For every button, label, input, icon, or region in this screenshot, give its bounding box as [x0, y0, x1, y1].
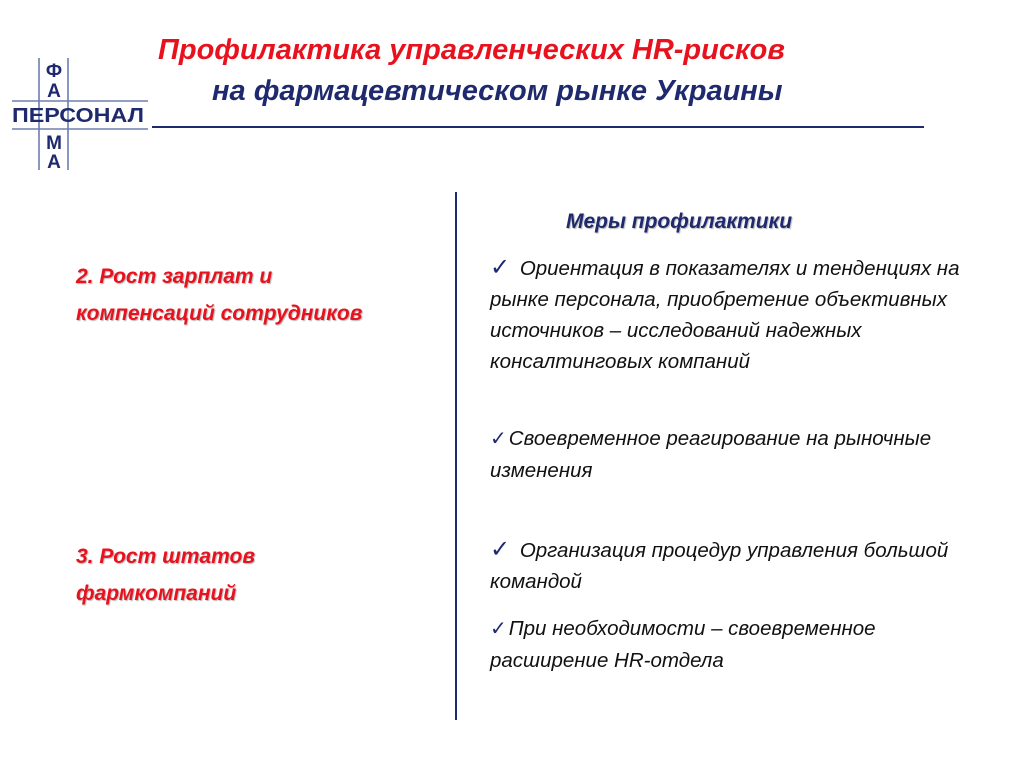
- measure-text: При необходимости – своевременное расширение HR-отдела: [490, 617, 876, 672]
- checkmark-icon: ✓: [490, 536, 511, 563]
- risk-item-salary-growth: [76, 258, 446, 332]
- measure-text: Своевременное реагирование на рыночные изменения: [490, 427, 932, 482]
- logo-word-personal: ПЕРСОНАЛ: [12, 105, 144, 127]
- logo-graphic: [12, 58, 148, 172]
- title-underline: [152, 126, 924, 128]
- measures-heading: Меры профилактики: [566, 210, 793, 233]
- checkmark-icon: ✓: [490, 428, 507, 450]
- checkmark-icon: ✓: [490, 618, 507, 640]
- measure-item: [490, 534, 980, 597]
- measure-item: [490, 613, 980, 676]
- slide-title-line-2: на фармацевтическом рынке Украины: [212, 75, 783, 107]
- pharma-personal-logo: [12, 58, 148, 172]
- measure-item: [490, 252, 980, 377]
- logo-letter-a2: А: [47, 152, 61, 172]
- risk-label-line-1: 2. Рост зарплат и: [76, 265, 273, 288]
- logo-letter-a1: А: [47, 81, 61, 102]
- risk-label-line-1: 3. Рост штатов: [76, 545, 256, 568]
- logo-letter-f: Ф: [45, 61, 63, 82]
- column-divider: [455, 192, 457, 720]
- risk-label-line-2: компенсаций сотрудников: [76, 302, 363, 325]
- measure-text: Организация процедур управления большой командой: [490, 539, 949, 593]
- measure-text: Ориентация в показателях и тенденциях на рынке персонала, приобретение объективных источников – исследований надежных консалтинговых компаний: [490, 257, 960, 373]
- logo-letter-m: М: [46, 133, 62, 154]
- measure-item: [490, 423, 980, 486]
- slide-title-line-1: Профилактика управленческих HR-рисков: [158, 34, 785, 66]
- checkmark-icon: ✓: [490, 254, 511, 281]
- risk-item-staff-growth: [76, 538, 446, 612]
- risk-label-line-2: фармкомпаний: [76, 582, 237, 605]
